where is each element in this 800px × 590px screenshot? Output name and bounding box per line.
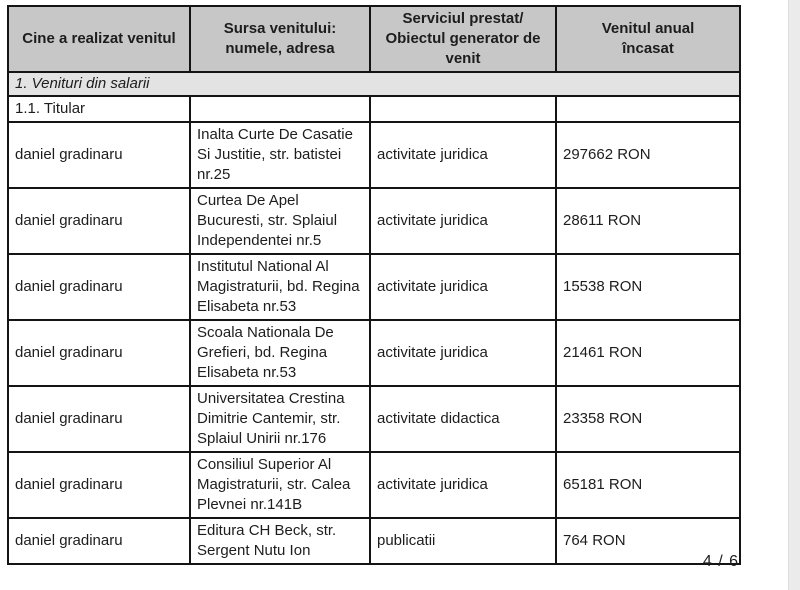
col-header-income (556, 6, 740, 72)
cell-source: Editura CH Beck, str. Sergent Nutu Ion (190, 518, 370, 564)
cell-who: daniel gradinaru (8, 188, 190, 254)
subsection-row (8, 96, 740, 122)
cell-who: daniel gradinaru (8, 122, 190, 188)
cell-service: activitate juridica (370, 320, 556, 386)
income-table (7, 5, 741, 565)
header-row (8, 6, 740, 72)
cell-source: Scoala Nationala De Grefieri, bd. Regina Elisabeta nr.53 (190, 320, 370, 386)
cell-income: 28611 RON (556, 188, 740, 254)
section-row (8, 72, 740, 96)
cell-source: Consiliul Superior Al Magistraturii, str. Calea Plevnei nr.141B (190, 452, 370, 518)
subsection-label: 1.1. Titular (8, 96, 190, 122)
table-row (8, 188, 740, 254)
col-header-source: Sursa venitului: numele, adresa (190, 6, 370, 72)
cell-income: 21461 RON (556, 320, 740, 386)
cell-service: activitate juridica (370, 254, 556, 320)
cell-who: daniel gradinaru (8, 518, 190, 564)
page-indicator: 4 / 6 (702, 553, 739, 570)
cell-who: daniel gradinaru (8, 320, 190, 386)
cell-service: activitate didactica (370, 386, 556, 452)
cell-service: activitate juridica (370, 452, 556, 518)
cell-income: 764 RON (556, 518, 740, 564)
cell-empty (556, 96, 740, 122)
cell-source: Inalta Curte De Casatie Si Justitie, str. batistei nr.25 (190, 122, 370, 188)
col-header-service: Serviciul prestat/ Obiectul generator de venit (370, 6, 556, 72)
cell-source: Curtea De Apel Bucuresti, str. Splaiul Independentei nr.5 (190, 188, 370, 254)
cell-who: daniel gradinaru (8, 452, 190, 518)
cell-income: 15538 RON (556, 254, 740, 320)
cell-service: activitate juridica (370, 188, 556, 254)
section-label: 1. Venituri din salarii (8, 72, 740, 96)
cell-income: 65181 RON (556, 452, 740, 518)
table-row (8, 452, 740, 518)
cell-source: Institutul National Al Magistraturii, bd. Regina Elisabeta nr.53 (190, 254, 370, 320)
cell-empty (190, 96, 370, 122)
cell-who: daniel gradinaru (8, 254, 190, 320)
table-row (8, 386, 740, 452)
table-row (8, 320, 740, 386)
cell-empty (370, 96, 556, 122)
table-row (8, 122, 740, 188)
table-row (8, 254, 740, 320)
col-header-income-label: Venitul anual încasat (601, 20, 695, 57)
cell-income: 297662 RON (556, 122, 740, 188)
cell-service: publicatii (370, 518, 556, 564)
cell-who: daniel gradinaru (8, 386, 190, 452)
scrollbar[interactable] (788, 0, 800, 590)
cell-service: activitate juridica (370, 122, 556, 188)
col-header-who: Cine a realizat venitul (8, 6, 190, 72)
cell-source: Universitatea Crestina Dimitrie Cantemir, str. Splaiul Unirii nr.176 (190, 386, 370, 452)
cell-income: 23358 RON (556, 386, 740, 452)
